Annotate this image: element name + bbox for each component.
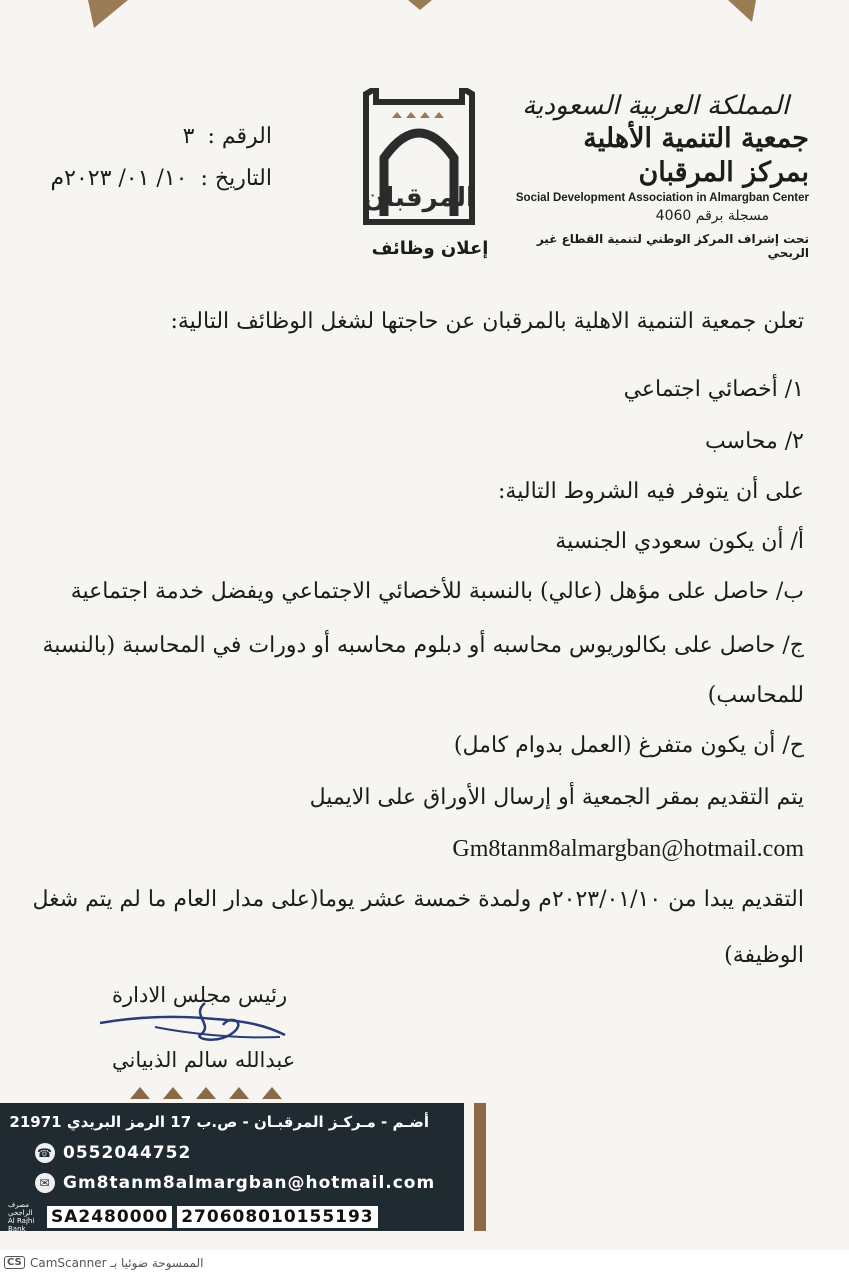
signatory-title: رئيس مجلس الادارة [112, 983, 288, 1007]
association-name-ar: جمعية التنمية الأهلية بمركز المرقبان [583, 123, 809, 188]
contact-footer [0, 1103, 464, 1231]
supervision-note: تحت إشراف المركز الوطني لتنمية القطاع غير الربحي [536, 232, 809, 260]
footer-email [35, 1173, 435, 1193]
reference-number-label: الرقم : [207, 124, 272, 149]
top-center-ornament [408, 0, 432, 10]
association-name-en: Social Development Association in Almargban Center [515, 192, 809, 204]
footer-ornament [130, 1083, 285, 1099]
apply-method: يتم التقديم بمقر الجمعية أو إرسال الأوراق على الايميل [309, 785, 804, 810]
iban-prefix: SA2480000 [47, 1206, 172, 1228]
bank-name-en: Al Rajhi Bank [8, 1217, 35, 1233]
signatory-name: عبدالله سالم الذبياني [112, 1048, 296, 1072]
job-item: ٢/ محاسب [705, 429, 804, 454]
condition-item: ج/ حاصل على بكالوريوس محاسبه أو دبلوم محاسبه أو دورات في المحاسبة (بالنسبة [42, 633, 804, 658]
condition-item: للمحاسب) [707, 683, 804, 708]
footer-email-value: Gm8tanm8almargban@hotmail.com [63, 1173, 436, 1193]
camscanner-text: الممسوحة ضوئيا بـ CamScanner [30, 1256, 204, 1270]
association-logo [362, 88, 476, 228]
reference-date-value: ١٠/ ٠١/ ٢٠٢٣م [50, 166, 188, 191]
conditions-intro: على أن يتوفر فيه الشروط التالية: [498, 479, 804, 504]
bank-name-ar: مصرف الراجحي [8, 1201, 33, 1217]
application-period: التقديم يبدا من ٢٠٢٣/٠١/١٠م ولمدة خمسة عشر يوما(على مدار العام ما لم يتم شغل [32, 887, 804, 912]
reference-date [40, 166, 272, 191]
footer-phone [35, 1143, 191, 1163]
top-right-ornament [728, 0, 756, 22]
letterhead [509, 90, 809, 260]
application-period-end: الوظيفة) [724, 943, 804, 968]
footer-accent-stripe [474, 1103, 486, 1231]
footer-address: أضـم - مـركـز المرقبـان - ص.ب 17 الرمز البريدي 21971 [9, 1113, 429, 1131]
intro-text: تعلن جمعية التنمية الاهلية بالمرقبان عن حاجتها لشغل الوظائف التالية: [170, 309, 804, 334]
job-item: ١/ أخصائي اجتماعي [623, 377, 804, 402]
reference-number-value: ٣ [182, 124, 195, 149]
condition-item: ح/ أن يكون متفرغ (العمل بدوام كامل) [453, 733, 804, 758]
bank-logo [8, 1201, 42, 1233]
announcement-title: إعلان وظائف [371, 238, 489, 259]
footer-iban [8, 1201, 378, 1233]
handwritten-signature [95, 995, 295, 1055]
apply-email: Gm8tanm8almargban@hotmail.com [452, 836, 804, 862]
mail-icon: ✉ [35, 1173, 55, 1193]
footer-phone-value: 0552044752 [63, 1143, 192, 1163]
scanner-watermark [0, 1250, 849, 1280]
top-left-ornament [88, 0, 128, 28]
condition-item: ب/ حاصل على مؤهل (عالي) بالنسبة للأخصائي الاجتماعي ويفضل خدمة اجتماعية [70, 579, 804, 604]
reference-date-label: التاريخ : [200, 166, 272, 191]
phone-icon: ☎ [35, 1143, 55, 1163]
logo-text: المرقبان [363, 183, 475, 213]
kingdom-name: المملكة العربية السعودية [522, 91, 789, 121]
registration-number: مسجلة برقم 4060 [655, 208, 769, 224]
reference-number [40, 124, 272, 149]
condition-item: أ/ أن يكون سعودي الجنسية [555, 529, 804, 554]
iban-number: 270608010155193 [177, 1206, 377, 1228]
camscanner-logo: CS [4, 1256, 25, 1269]
